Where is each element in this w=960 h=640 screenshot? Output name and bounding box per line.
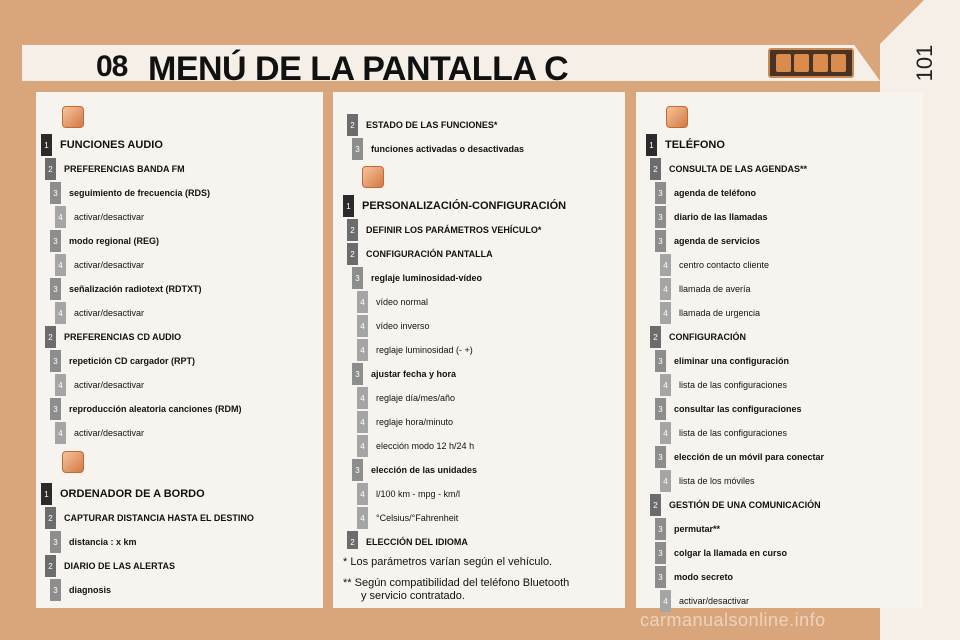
level-badge: 3 [655,518,666,540]
phone-icon [831,54,846,72]
menu-item-label: PERSONALIZACIÓN-CONFIGURACIÓN [362,200,567,212]
menu-item-label: activar/desactivar [74,260,145,270]
level-badge: 4 [357,315,368,337]
menu-item [352,459,477,481]
menu-item-label: °Celsius/°Fahrenheit [376,513,459,523]
menu-item-label: elección de las unidades [371,465,478,475]
menu-item [660,590,749,612]
page-number: 101 [912,44,937,82]
menu-item-label: repetición CD cargador (RPT) [69,356,196,366]
footnote-bluetooth-line2: y servicio contratado. [361,590,465,602]
level-badge: 4 [660,590,671,612]
level-badge: 3 [50,182,61,204]
level-badge: 4 [357,291,368,313]
menu-item [347,219,541,241]
level-badge: 2 [347,531,358,553]
menu-item-label: PREFERENCIAS BANDA FM [64,164,185,174]
menu-item-label: colgar la llamada en curso [674,548,788,558]
level-badge: 3 [352,267,363,289]
menu-item [646,134,725,156]
menu-item-label: activar/desactivar [74,428,145,438]
level-badge: 4 [660,302,671,324]
phone-icon [666,106,688,128]
level-badge: 4 [660,254,671,276]
menu-item-label: seguimiento de frecuencia (RDS) [69,188,211,198]
menu-item [655,518,720,540]
menu-item [660,422,787,444]
footnote-bluetooth [333,577,625,607]
level-badge: 3 [352,138,363,160]
level-badge: 1 [646,134,657,156]
menu-item-label: elección modo 12 h/24 h [376,441,475,451]
menu-item-label: agenda de teléfono [674,188,757,198]
menu-item-label: ESTADO DE LAS FUNCIONES* [366,120,498,130]
menu-item-label: CONSULTA DE LAS AGENDAS** [669,164,808,174]
menu-item-label: activar/desactivar [74,380,145,390]
menu-item-label: llamada de avería [679,284,751,294]
menu-item [50,579,111,601]
menu-item-label: reproducción aleatoria canciones (RDM) [69,404,242,414]
level-badge: 4 [357,507,368,529]
menu-item-label: GESTIÓN DE UNA COMUNICACIÓN [669,500,821,510]
menu-item-label: permutar** [674,524,721,534]
menu-item-label: DIARIO DE LAS ALERTAS [64,561,176,571]
footnote-parameters [333,549,625,575]
level-badge: 3 [655,206,666,228]
level-badge: 2 [650,326,661,348]
menu-item [45,507,254,529]
settings-icon [362,166,384,188]
menu-item [655,542,787,564]
menu-item-label: activar/desactivar [74,212,145,222]
menu-item [357,483,460,505]
menu-item [50,182,210,204]
level-badge: 4 [55,374,66,396]
page-title: MENÚ DE LA PANTALLA C [148,50,569,88]
menu-item-label: ajustar fecha y hora [371,369,457,379]
menu-item-label: ELECCIÓN DEL IDIOMA [366,537,468,547]
menu-item [660,374,787,396]
menu-item-label: agenda de servicios [674,236,761,246]
level-badge: 4 [55,302,66,324]
settings-icon [813,54,828,72]
menu-item [41,134,163,156]
menu-item-label: modo secreto [674,572,734,582]
menu-item [45,326,181,348]
menu-item [347,114,497,136]
level-badge: 4 [357,483,368,505]
level-badge: 2 [45,326,56,348]
menu-item [655,230,760,252]
footnote-parameters-text: * Los parámetros varían según el vehículo. [343,556,553,568]
level-badge: 2 [347,219,358,241]
menu-item [650,326,746,348]
footnote-bluetooth-line1: ** Según compatibilidad del teléfono Bluetooth [343,577,570,589]
menu-item-label: elección de un móvil para conectar [674,452,825,462]
menu-item-label: TELÉFONO [665,139,725,151]
level-badge: 3 [50,278,61,300]
menu-item-label: lista de las configuraciones [679,380,788,390]
menu-item-label: FUNCIONES AUDIO [60,139,163,151]
menu-item-label: activar/desactivar [74,308,145,318]
menu-item [357,315,430,337]
menu-item-label: llamada de urgencia [679,308,761,318]
level-badge: 2 [45,158,56,180]
menu-item [655,398,802,420]
menu-item-label: activar/desactivar [679,596,750,606]
level-badge: 3 [50,230,61,252]
menu-item-label: reglaje día/mes/año [376,393,456,403]
menu-item [660,302,760,324]
level-badge: 3 [352,363,363,385]
menu-item [45,555,175,577]
menu-item [655,182,756,204]
menu-item [55,254,144,276]
menu-item [655,446,824,468]
level-badge: 4 [660,470,671,492]
level-badge: 3 [655,446,666,468]
level-badge: 3 [655,566,666,588]
menu-item [50,230,159,252]
menu-item-label: diario de las llamadas [674,212,768,222]
level-badge: 2 [347,243,358,265]
level-badge: 4 [660,374,671,396]
level-badge: 2 [45,555,56,577]
menu-item [352,138,524,160]
menu-item-label: PREFERENCIAS CD AUDIO [64,332,182,342]
menu-item-label: lista de las configuraciones [679,428,788,438]
menu-item [655,350,789,372]
menu-item-label: eliminar una configuración [674,356,790,366]
menu-item [352,267,482,289]
menu-item [347,243,493,265]
menu-item [660,278,751,300]
level-badge: 1 [343,195,354,217]
menu-item-label: l/100 km - mpg - km/l [376,489,461,499]
menu-item-label: reglaje luminosidad (- +) [376,345,473,355]
level-badge: 3 [50,531,61,553]
menu-item-label: consultar las configuraciones [674,404,802,414]
menu-item-label: DEFINIR LOS PARÁMETROS VEHÍCULO* [366,225,542,235]
level-badge: 3 [352,459,363,481]
menu-item [357,291,428,313]
menu-item-label: modo regional (REG) [69,236,159,246]
level-badge: 3 [655,398,666,420]
menu-item [357,387,455,409]
level-badge: 4 [660,422,671,444]
menu-icons-strip [768,48,854,78]
menu-item-label: centro contacto cliente [679,260,770,270]
menu-item [357,507,458,529]
level-badge: 4 [55,422,66,444]
menu-item [660,254,769,276]
menu-item [352,363,456,385]
menu-item [50,531,137,553]
menu-item-label: CONFIGURACIÓN [669,332,746,342]
level-badge: 4 [660,278,671,300]
level-badge: 3 [50,579,61,601]
menu-item-label: CAPTURAR DISTANCIA HASTA EL DESTINO [64,513,254,523]
menu-item-label: vídeo inverso [376,321,430,331]
menu-item [50,398,242,420]
menu-item-label: señalización radiotext (RDTXT) [69,284,202,294]
menu-item [50,350,195,372]
menu-item [45,158,185,180]
level-badge: 1 [41,134,52,156]
menu-item [357,411,453,433]
level-badge: 4 [357,435,368,457]
menu-item-label: reglaje hora/minuto [376,417,454,427]
audio-icon [776,54,791,72]
menu-item-label: CONFIGURACIÓN PANTALLA [366,249,493,259]
level-badge: 3 [655,350,666,372]
menu-item [650,494,821,516]
level-badge: 4 [357,339,368,361]
level-badge: 4 [55,254,66,276]
level-badge: 2 [347,114,358,136]
audio-icon [62,106,84,128]
menu-item-label: reglaje luminosidad-vídeo [371,273,483,283]
level-badge: 2 [650,494,661,516]
menu-item-label: funciones activadas o desactivadas [371,144,525,154]
level-badge: 3 [655,182,666,204]
menu-item [655,566,733,588]
level-badge: 3 [655,542,666,564]
menu-item [357,435,474,457]
menu-item [41,483,205,505]
menu-item [343,195,566,217]
trip-computer-icon [794,54,809,72]
menu-item [50,278,202,300]
level-badge: 2 [650,158,661,180]
menu-item [55,206,144,228]
level-badge: 3 [655,230,666,252]
level-badge: 3 [50,398,61,420]
menu-item [55,302,144,324]
watermark: carmanualsonline.info [640,610,826,630]
menu-item [55,374,144,396]
menu-item [655,206,768,228]
level-badge: 3 [50,350,61,372]
level-badge: 4 [357,411,368,433]
level-badge: 4 [55,206,66,228]
menu-item [357,339,473,361]
section-number: 08 [96,50,128,83]
menu-item-label: vídeo normal [376,297,429,307]
level-badge: 1 [41,483,52,505]
level-badge: 4 [357,387,368,409]
menu-item [55,422,144,444]
level-badge: 2 [45,507,56,529]
trip-computer-icon [62,451,84,473]
menu-item-label: distancia : x km [69,537,137,547]
menu-item [660,470,755,492]
menu-item [650,158,807,180]
menu-item-label: lista de los móviles [679,476,755,486]
menu-item-label: diagnosis [69,585,112,595]
menu-item-label: ORDENADOR DE A BORDO [60,488,205,500]
